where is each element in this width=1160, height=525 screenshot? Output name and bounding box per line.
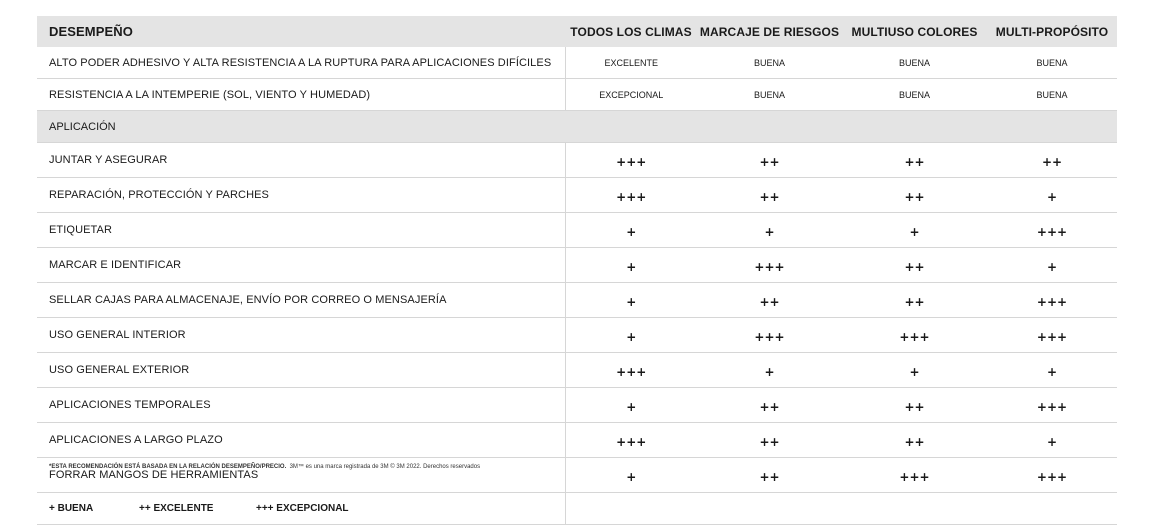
plus-rating-cell: +++ — [842, 458, 987, 493]
plus-rating-cell: +++ — [565, 353, 697, 388]
application-row — [37, 143, 1117, 178]
column-header-marcaje-de-riesgos: MARCAJE DE RIESGOS — [697, 16, 842, 47]
legend-good: + BUENA — [49, 503, 94, 514]
plus-rating-cell: + — [565, 283, 697, 318]
plus-rating-cell: +++ — [697, 318, 842, 353]
plus-rating-cell: +++ — [987, 213, 1117, 248]
plus-rating-cell: +++ — [565, 143, 697, 178]
application-row — [37, 213, 1117, 248]
performance-row — [37, 79, 1117, 111]
plus-rating-cell: + — [565, 248, 697, 283]
rating-cell: BUENA — [697, 79, 842, 111]
plus-rating-cell: +++ — [565, 423, 697, 458]
plus-rating-cell: + — [987, 248, 1117, 283]
application-row — [37, 248, 1117, 283]
legend-excellent: ++ EXCELENTE — [139, 503, 214, 514]
column-header-todos-los-climas: TODOS LOS CLIMAS — [565, 16, 697, 47]
plus-rating-cell: ++ — [697, 458, 842, 493]
plus-rating-cell: ++ — [697, 388, 842, 423]
plus-rating-cell: +++ — [987, 283, 1117, 318]
row-label: ETIQUETAR — [37, 213, 565, 248]
performance-row — [37, 47, 1117, 79]
plus-rating-cell: + — [842, 353, 987, 388]
application-row — [37, 388, 1117, 423]
row-label: ALTO PODER ADHESIVO Y ALTA RESISTENCIA A LA RUPTURA PARA APLICACIONES DIFÍCILES — [37, 47, 565, 79]
footnote-trademark: 3M™ es una marca registrada de 3M © 3M 2022. Derechos reservados — [289, 464, 481, 470]
rating-cell: BUENA — [842, 47, 987, 79]
row-label: USO GENERAL INTERIOR — [37, 318, 565, 353]
rating-cell: BUENA — [842, 79, 987, 111]
plus-rating-cell: + — [565, 213, 697, 248]
plus-rating-cell: ++ — [842, 143, 987, 178]
application-row — [37, 318, 1117, 353]
plus-rating-cell: ++ — [697, 178, 842, 213]
row-label: REPARACIÓN, PROTECCIÓN Y PARCHES — [37, 178, 565, 213]
footnote-recommendation: *ESTA RECOMENDACIÓN ESTÁ BASADA EN LA RELACIÓN DESEMPEÑO/PRECIO. — [49, 464, 287, 470]
plus-rating-cell: ++ — [842, 283, 987, 318]
row-label: APLICACIONES TEMPORALES — [37, 388, 565, 423]
rating-cell: BUENA — [697, 47, 842, 79]
legend-exceptional: +++ EXCEPCIONAL — [256, 503, 349, 514]
plus-rating-cell: ++ — [842, 388, 987, 423]
plus-rating-cell: + — [697, 353, 842, 388]
header-title: DESEMPEÑO — [37, 16, 565, 47]
plus-rating-cell: +++ — [842, 318, 987, 353]
rating-cell: EXCEPCIONAL — [565, 79, 697, 111]
plus-rating-cell: + — [842, 213, 987, 248]
section-header-row — [37, 111, 1117, 143]
rating-cell: EXCELENTE — [565, 47, 697, 79]
rating-cell: BUENA — [987, 47, 1117, 79]
comparison-table — [37, 16, 1117, 525]
plus-rating-cell: + — [565, 388, 697, 423]
footnote — [49, 464, 480, 470]
plus-rating-cell: ++ — [697, 283, 842, 318]
column-header-multi-proposito: MULTI-PROPÓSITO — [987, 16, 1117, 47]
application-row — [37, 423, 1117, 458]
plus-rating-cell: +++ — [987, 318, 1117, 353]
application-row — [37, 283, 1117, 318]
row-label: FORRAR MANGOS DE HERRAMIENTAS — [37, 458, 565, 493]
application-row — [37, 178, 1117, 213]
plus-rating-cell: + — [697, 213, 842, 248]
plus-rating-cell: +++ — [697, 248, 842, 283]
plus-rating-cell: ++ — [842, 248, 987, 283]
row-label: RESISTENCIA A LA INTEMPERIE (SOL, VIENTO Y HUMEDAD) — [37, 79, 565, 111]
application-row — [37, 353, 1117, 388]
rating-cell: BUENA — [987, 79, 1117, 111]
row-label: JUNTAR Y ASEGURAR — [37, 143, 565, 178]
plus-rating-cell: + — [565, 458, 697, 493]
legend-empty-cell — [565, 493, 1117, 525]
row-label: MARCAR E IDENTIFICAR — [37, 248, 565, 283]
plus-rating-cell: + — [565, 318, 697, 353]
plus-rating-cell: ++ — [842, 178, 987, 213]
plus-rating-cell: + — [987, 353, 1117, 388]
table-header-row — [37, 16, 1117, 47]
legend — [37, 493, 565, 525]
plus-rating-cell: +++ — [987, 388, 1117, 423]
application-row — [37, 458, 1117, 493]
plus-rating-cell: ++ — [697, 143, 842, 178]
row-label: SELLAR CAJAS PARA ALMACENAJE, ENVÍO POR CORREO O MENSAJERÍA — [37, 283, 565, 318]
row-label: USO GENERAL EXTERIOR — [37, 353, 565, 388]
comparison-table-body — [37, 16, 1117, 525]
legend-row — [37, 493, 1117, 525]
plus-rating-cell: +++ — [565, 178, 697, 213]
column-header-multiuso-colores: MULTIUSO COLORES — [842, 16, 987, 47]
plus-rating-cell: ++ — [697, 423, 842, 458]
plus-rating-cell: ++ — [842, 423, 987, 458]
plus-rating-cell: +++ — [987, 458, 1117, 493]
plus-rating-cell: + — [987, 178, 1117, 213]
row-label: APLICACIONES A LARGO PLAZO — [37, 423, 565, 458]
comparison-table-container — [37, 16, 1117, 525]
section-title: APLICACIÓN — [37, 111, 1117, 143]
plus-rating-cell: ++ — [987, 143, 1117, 178]
plus-rating-cell: + — [987, 423, 1117, 458]
